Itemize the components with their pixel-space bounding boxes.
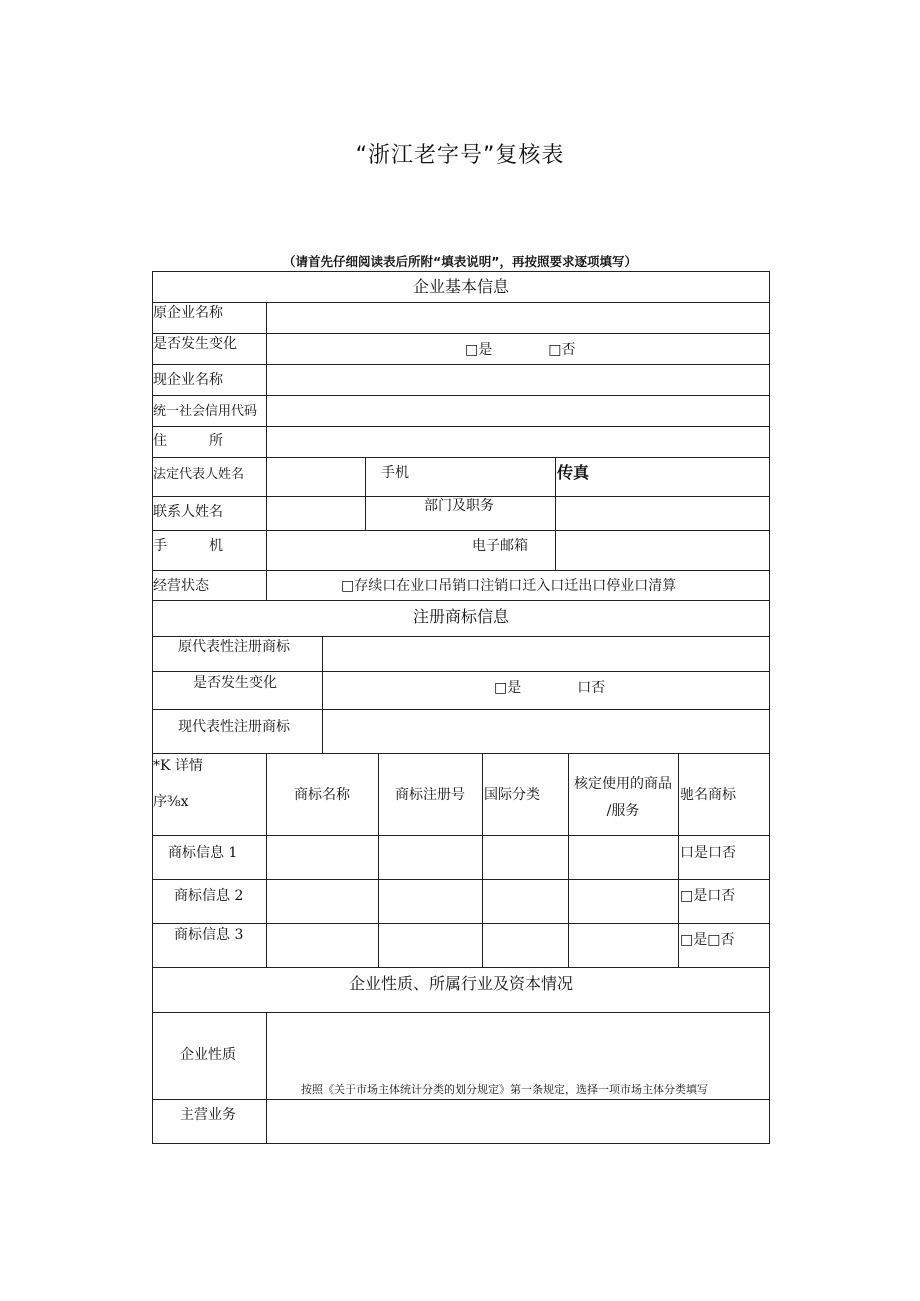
row-divider xyxy=(152,364,770,365)
col-divider xyxy=(378,753,379,967)
trademark-table-corner-label: *K 详情 xyxy=(153,758,203,774)
label-name-changed: 是否发生变化 xyxy=(153,336,237,352)
section-heading-basic: 企业基本信息 xyxy=(412,277,509,296)
col-divider xyxy=(482,753,483,967)
label-trademark-changed: 是否发生变化 xyxy=(193,675,277,691)
famous-mark-checkboxes[interactable]: 口是口否 xyxy=(680,845,736,861)
col-divider xyxy=(555,457,556,570)
col-divider xyxy=(678,753,679,967)
col-divider xyxy=(266,753,267,967)
label-mobile-legal-rep: 手机 xyxy=(381,465,409,481)
enterprise-nature-note: 按照《关于市场主体统计分类的划分规定》第一条规定，选择一项市场主体分类填写 xyxy=(301,1083,708,1096)
col-divider xyxy=(365,457,366,530)
row-divider xyxy=(152,496,770,497)
trademark-row-label: 商标信息 3 xyxy=(174,927,244,943)
row-divider xyxy=(152,1099,770,1100)
col-header-intl-class: 国际分类 xyxy=(484,787,540,803)
row-divider xyxy=(152,967,770,968)
row-divider xyxy=(152,333,770,334)
label-current-name: 现企业名称 xyxy=(153,372,223,388)
trademark-row-label: 商标信息 2 xyxy=(174,888,244,904)
row-divider xyxy=(152,600,770,601)
label-address: 住 所 xyxy=(153,433,223,449)
row-divider xyxy=(152,709,770,710)
trademark-row-label: 商标信息 1 xyxy=(168,845,238,861)
famous-mark-checkboxes[interactable]: □是口否 xyxy=(680,888,736,904)
label-legal-representative: 法定代表人姓名 xyxy=(153,467,245,482)
col-header-trademark-name: 商标名称 xyxy=(294,787,350,803)
row-divider xyxy=(152,671,770,672)
row-divider xyxy=(152,395,770,396)
label-credit-code: 统一社会信用代码 xyxy=(153,404,258,419)
label-original-trademark: 原代表性注册商标 xyxy=(178,639,290,655)
col-header-famous-mark: 驰名商标 xyxy=(680,787,736,803)
review-form-table xyxy=(152,271,770,1144)
col-divider xyxy=(322,636,323,753)
row-divider xyxy=(152,1012,770,1013)
name-changed-checkboxes[interactable]: □是 □否 xyxy=(465,342,576,358)
section-heading-trademark: 注册商标信息 xyxy=(412,607,509,626)
col-header-goods-services: 核定使用的商品 xyxy=(574,776,672,792)
trademark-changed-checkboxes[interactable]: □是 口否 xyxy=(494,680,606,696)
col-divider xyxy=(266,1012,267,1144)
label-current-trademark: 现代表性注册商标 xyxy=(178,719,290,735)
row-divider xyxy=(152,570,770,571)
row-divider xyxy=(152,530,770,531)
label-original-name: 原企业名称 xyxy=(153,305,223,321)
label-business-status: 经营状态 xyxy=(153,578,209,594)
col-header-registration-no: 商标注册号 xyxy=(395,787,465,803)
col-header-goods-services: /服务 xyxy=(606,803,640,819)
row-divider xyxy=(152,302,770,303)
row-divider xyxy=(152,426,770,427)
row-divider xyxy=(152,636,770,637)
label-contact-name: 联系人姓名 xyxy=(153,504,223,520)
trademark-table-corner-label: 序⅜x xyxy=(153,794,189,810)
label-mobile-contact: 手 机 xyxy=(153,538,223,554)
col-divider xyxy=(266,302,267,600)
label-enterprise-nature: 企业性质 xyxy=(180,1047,236,1063)
document-subtitle: （请首先仔细阅读表后所附“填表说明”，再按照要求逐项填写） xyxy=(283,254,637,269)
famous-mark-checkboxes[interactable]: □是□否 xyxy=(680,932,735,948)
label-email: 电子邮箱 xyxy=(472,538,528,554)
document-title: “浙江老字号”复核表 xyxy=(355,143,565,168)
label-fax: 传真 xyxy=(557,463,590,482)
business-status-checkboxes[interactable]: □存续口在业口吊销口注销口迁入口迁出口停业口清算 xyxy=(341,578,677,594)
section-heading-nature: 企业性质、所属行业及资本情况 xyxy=(348,974,573,993)
label-department-title: 部门及职务 xyxy=(424,498,494,514)
row-divider xyxy=(152,457,770,458)
label-main-business: 主营业务 xyxy=(180,1107,236,1123)
